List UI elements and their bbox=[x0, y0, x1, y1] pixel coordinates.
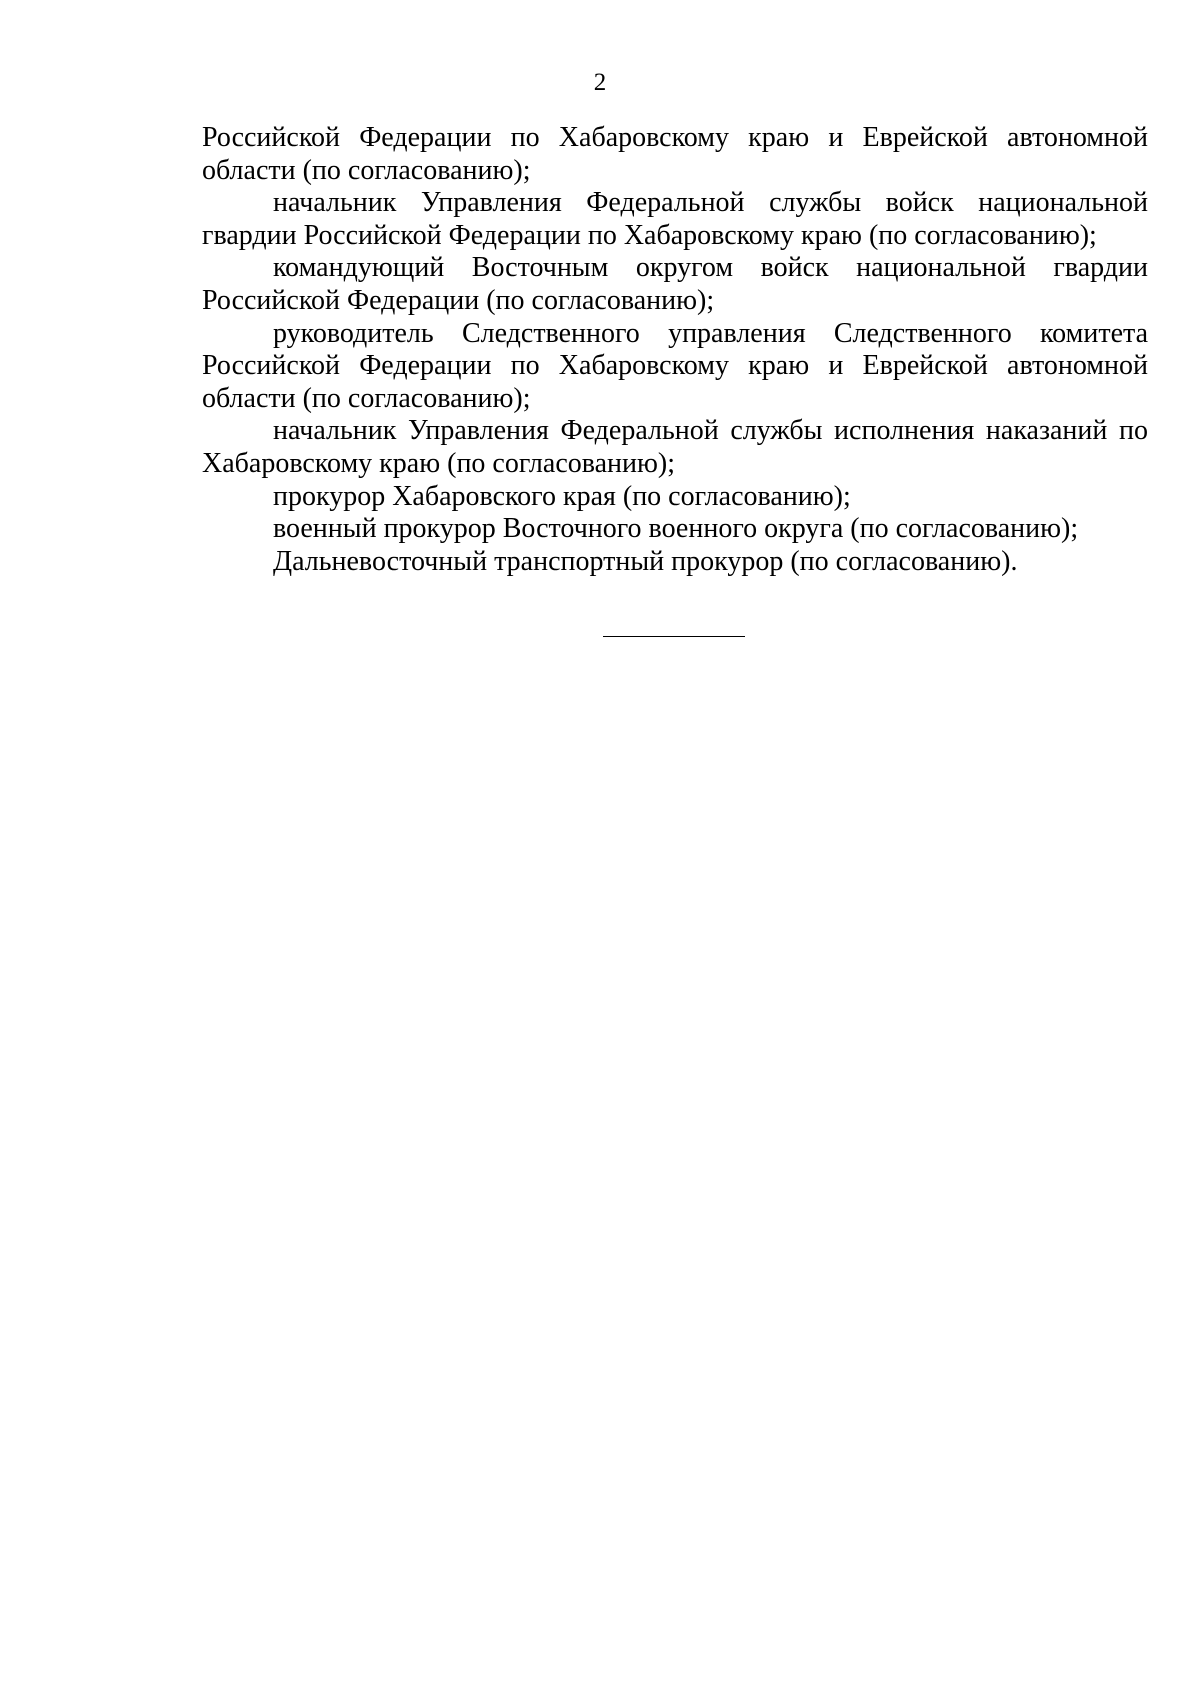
paragraph-eastern-district-commander: командующий Восточным округом войск национальной гвардии Российской Федерации (по согласованию); bbox=[202, 252, 1148, 316]
paragraph-investigative-committee: руководитель Следственного управления Следственного комитета Российской Федерации по Хабаровскому краю и Еврейской автономной области (по согласованию); bbox=[202, 317, 1148, 414]
paragraph-continuation: Российской Федерации по Хабаровскому краю и Еврейской автономной области (по согласованию); bbox=[202, 122, 1148, 186]
page-number: 2 bbox=[593, 69, 607, 96]
paragraph-regional-prosecutor: прокурор Хабаровского края (по согласованию); bbox=[273, 480, 851, 512]
document-body bbox=[202, 122, 1148, 578]
paragraph-penitentiary-service: начальник Управления Федеральной службы исполнения наказаний по Хабаровскому краю (по согласованию); bbox=[202, 415, 1148, 479]
paragraph-rosgvardia-khabarovsk: начальник Управления Федеральной службы войск национальной гвардии Российской Федерации по Хабаровскому краю (по согласованию); bbox=[202, 187, 1148, 251]
paragraph-transport-prosecutor: Дальневосточный транспортный прокурор (по согласованию). bbox=[273, 545, 1018, 577]
paragraph-military-prosecutor: военный прокурор Восточного военного округа (по согласованию); bbox=[273, 513, 1079, 545]
closing-divider bbox=[603, 636, 745, 637]
